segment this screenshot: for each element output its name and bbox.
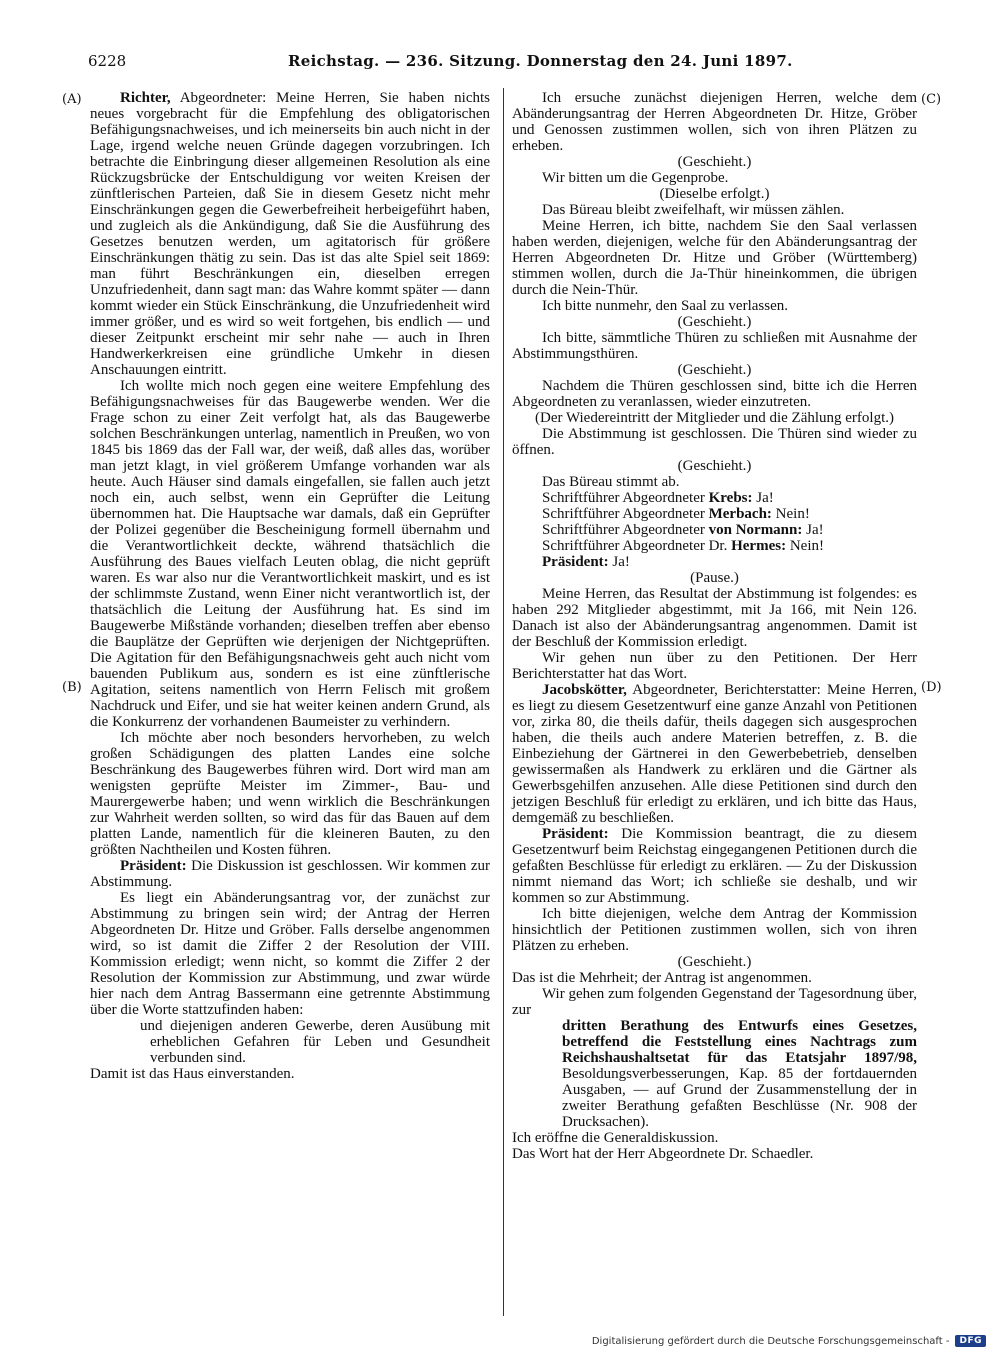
margin-marker-a: (A)	[62, 92, 82, 107]
column-divider	[503, 88, 504, 1316]
digitization-footer	[592, 1335, 986, 1347]
paragraph: Es liegt ein Abänderungsantrag vor, der zunächst zur Abstimmung zu bringen sein wird; der Antrag der Herren Abgeordneten Dr. Hitze und Gröber. Falls derselbe angenommen wird, so ist damit die Ziffer 2 der Resolution der VIII. Kommission erledigt; wenn nicht, so kommt die Ziffer 2 der Resolution der Kommission zur Abstimmung, und zwar würde hier nach dem Antrag Bassermann eine getrennte Abstimmung über die Worte stattzufinden haben:	[90, 890, 490, 1018]
stage-direction: (Der Wiedereintritt der Mitglieder und die Zählung erfolgt.)	[535, 410, 894, 426]
quoted-text: und diejenigen anderen Gewerbe, deren Ausübung mit erheblichen Gefahren für Leben und Gesundheit verbunden sind.	[140, 1018, 490, 1066]
left-column	[90, 90, 490, 1082]
vote-line: Schriftführer Abgeordneter von Normann: Ja!	[542, 522, 824, 538]
paragraph: Das ist die Mehrheit; der Antrag ist angenommen.	[512, 970, 812, 986]
paragraph: Ich bitte diejenigen, welche dem Antrag der Kommission hinsichtlich der Petitionen zustimmen wollen, sich von ihren Plätzen zu erheben.	[512, 906, 917, 954]
speaker-name: Präsident:	[120, 858, 187, 874]
paragraph: Wir gehen nun über zu den Petitionen. Der Herr Berichterstatter hat das Wort.	[512, 650, 917, 682]
vote-line: Schriftführer Abgeordneter Dr. Hermes: Nein!	[542, 538, 824, 554]
running-title: Reichstag. — 236. Sitzung. Donnerstag den 24. Juni 1897.	[288, 52, 793, 70]
dfg-logo: DFG	[955, 1335, 986, 1347]
paragraph: Das Büreau bleibt zweifelhaft, wir müssen zählen.	[542, 202, 845, 218]
speaker-name: Jacobskötter,	[542, 682, 627, 698]
vote-line: Schriftführer Abgeordneter Krebs: Ja!	[542, 490, 774, 506]
margin-marker-c: (C)	[921, 92, 942, 107]
paragraph: Ich ersuche zunächst diejenigen Herren, welche dem Abänderungsantrag der Herren Abgeordneten Dr. Hitze, Gröber und Genossen zustimmen wollen, sich von ihren Plätzen zu erheben.	[512, 90, 917, 154]
paragraph: Ich bitte nunmehr, den Saal zu verlassen.	[542, 298, 788, 314]
vote-line: Schriftführer Abgeordneter Merbach: Nein!	[542, 506, 810, 522]
paragraph: Ich eröffne die Generaldiskussion.	[512, 1130, 719, 1146]
paragraph: Ich wollte mich noch gegen eine weitere Empfehlung des Befähigungsnachweises für das Baugewerbe wenden. Wer die Frage schon zu einer Zeit verfolgt hat, als das Baugewerbe solchen Beschränkungen unterlag, namentlich in Preußen, wo von 1845 bis 1869 das der Fall war, der weiß, daß alles das, worüber man jetzt klagt, in viel größerem Umfange vorhanden war als heute. Auch Häuser sind damals eingefallen, sie fallen auch jetzt noch ein, auch selbst, wenn ein Geprüfter die Leitung übernommen hat. Die Hauptsache war damals, daß ein Geprüfter der Polizei gegenüber die Bescheinigung formell übernahm und die Verantwortlichkeit deckte, während thatsächlich die Ausführung des Baues vielfach Leuten oblag, die nicht geprüft waren. Es war also nur die Verantwortlichkeit maskirt, und es ist der schlimmste Zustand, wenn Einer nicht verantwortlich ist, der thatsächlich die Leitung der Ausführung hat. Es sind im Baugewerbe Mißstände vorhanden; dieselben treffen aber ebenso die Bauplätze der Geprüften wie derjenigen der Nichtgeprüften. Die Agitation für den Befähigungsnachweis geht auch nicht vom bauenden Publikum aus, sondern es ist eine zünftlerische Agitation, seitens namentlich von Herrn Felisch mit großem Nachdruck und Eifer, und sie hat weiter keinen andern Grund, als die Konkurrenz der vorhandenen Baumeister zu verhindern.	[90, 378, 490, 730]
stage-direction: (Geschieht.)	[677, 314, 752, 330]
page-header	[88, 52, 938, 76]
speaker-name: Präsident:	[542, 826, 609, 842]
right-column	[512, 90, 917, 1162]
paragraph: Wir gehen zum folgenden Gegenstand der Tagesordnung über, zur	[512, 986, 917, 1018]
paragraph: Jacobskötter, Abgeordneter, Berichterstatter: Meine Herren, es liegt zu diesem Gesetzentwurf eine ganze Anzahl von Petitionen vor, zirka 80, die theils dafür, theils dagegen sich ausgesprochen haben, die theils auch andere Materien betreffen, z. B. die Einbeziehung der Gärtnerei in den Gewerbebetrieb, denselben gewissermaßen als Handwerk zu erklären und die Gärtner als Gewerbsgehilfen anzusehen. Alle diese Petitionen sind durch den jetzigen Beschluß für erledigt zu erklären, und ich bitte das Haus, demgemäß zu beschließen.	[512, 682, 917, 826]
stage-direction: (Geschieht.)	[677, 458, 752, 474]
page-number: 6228	[88, 52, 127, 70]
paragraph: Meine Herren, das Resultat der Abstimmung ist folgendes: es haben 292 Mitglieder abgestimmt, mit Ja 166, mit Nein 126. Danach ist also der Abänderungsantrag angenommen. Damit ist der Beschluß der Kommission erledigt.	[512, 586, 917, 650]
margin-marker-b: (B)	[62, 680, 82, 695]
paragraph: Wir bitten um die Gegenprobe.	[542, 170, 729, 186]
speaker-name: Richter,	[120, 90, 171, 106]
paragraph: Nachdem die Thüren geschlossen sind, bitte ich die Herren Abgeordneten zu veranlassen, wieder einzutreten.	[512, 378, 917, 410]
paragraph: Die Abstimmung ist geschlossen. Die Thüren sind wieder zu öffnen.	[512, 426, 917, 458]
stage-direction: (Pause.)	[690, 570, 739, 586]
margin-marker-d: (D)	[921, 680, 942, 695]
agenda-title: dritten Berathung des Entwurfs eines Gesetzes, betreffend die Feststellung eines Nachtrags zum Reichshaushaltsetat für das Etatsjahr 1897/98,	[562, 1018, 917, 1066]
paragraph: Präsident: Die Kommission beantragt, die zu diesem Gesetzentwurf beim Reichstag eingegangenen Petitionen durch die gefaßten Beschlüsse für erledigt zu erklären. — Zu der Diskussion nimmt niemand das Wort; ich schließe sie deshalb, und wir kommen so zur Abstimmung.	[512, 826, 917, 906]
vote-line: Präsident: Ja!	[542, 554, 630, 570]
paragraph: Ich möchte aber noch besonders hervorheben, zu welch großen Schädigungen des platten Landes eine solche Beschränkung des Baugewerbes führen wird. Dort wird man am wenigsten geprüfte Meister im Zimmer-, Bau- und Maurergewerbe haben; und wenn wirklich die Beschränkungen zur Wahrheit werden sollten, so wird das für das Bauen auf dem platten Lande, namentlich für die kleineren Bauten, zu den größten Nachtheilen und Kosten führen.	[90, 730, 490, 858]
stage-direction: (Dieselbe erfolgt.)	[659, 186, 770, 202]
paragraph: Ich bitte, sämmtliche Thüren zu schließen mit Ausnahme der Abstimmungsthüren.	[512, 330, 917, 362]
stage-direction: (Geschieht.)	[677, 362, 752, 378]
agenda-item: dritten Berathung des Entwurfs eines Gesetzes, betreffend die Feststellung eines Nachtrags zum Reichshaushaltsetat für das Etatsjahr 1897/98, Besoldungsverbesserungen, Kap. 85 der fortdauernden Ausgaben, — auf Grund der Zusammenstellung der in zweiter Berathung gefaßten Beschlüsse (Nr. 908 der Drucksachen).	[562, 1018, 917, 1130]
paragraph: Meine Herren, ich bitte, nachdem Sie den Saal verlassen haben werden, diejenigen, welche für den Abänderungsantrag der Herren Abgeordneten Dr. Hitze und Gröber (Württemberg) stimmen wollen, durch die Ja-Thür hineinkommen, die übrigen durch die Nein-Thür.	[512, 218, 917, 298]
paragraph: Richter, Abgeordneter: Meine Herren, Sie haben nichts neues vorgebracht für die Empfehlung des obligatorischen Befähigungsnachweises, und ich meinerseits bin auch nicht in der Lage, irgend welche neuen Gründe dagegen vorzubringen. Ich betrachte die Einbringung dieser allgemeinen Resolution als eine Rückzugsbrücke der Entschuldigung vor weiten Kreisen der zünftlerischen Parteien, daß Sie in diesem Gesetz nicht mehr Einschränkungen gegen die Gewerbefreiheit herbeigeführt haben, und zugleich als die Ankündigung, daß Sie die Ausführung des Gesetzes benutzen werden, um agitatorisch für größere Einschränkungen thätig zu sein. Das ist das alte Spiel seit 1869: man führt Beschränkungen ein, dieselben erregen Unzufriedenheit, dann sagt man: das Wahre kommt später — dann kommt wieder ein Stück Einschränkung, die Unzufriedenheit wird immer größer, und es wird so weit fortgehen, bis endlich — und dieser Zeitpunkt erscheint mir sehr nahe — auch in Ihren Handwerkerkreisen eine gründliche Umkehr in diesen Anschauungen eintritt.	[90, 90, 490, 378]
paragraph: Das Wort hat der Herr Abgeordnete Dr. Schaedler.	[512, 1146, 814, 1162]
paragraph: Das Büreau stimmt ab.	[542, 474, 680, 490]
paragraph: Damit ist das Haus einverstanden.	[90, 1066, 295, 1082]
footer-text: Digitalisierung gefördert durch die Deutsche Forschungsgemeinschaft -	[591, 1335, 950, 1347]
stage-direction: (Geschieht.)	[677, 154, 752, 170]
stage-direction: (Geschieht.)	[677, 954, 752, 970]
paragraph: Präsident: Die Diskussion ist geschlossen. Wir kommen zur Abstimmung.	[90, 858, 490, 890]
